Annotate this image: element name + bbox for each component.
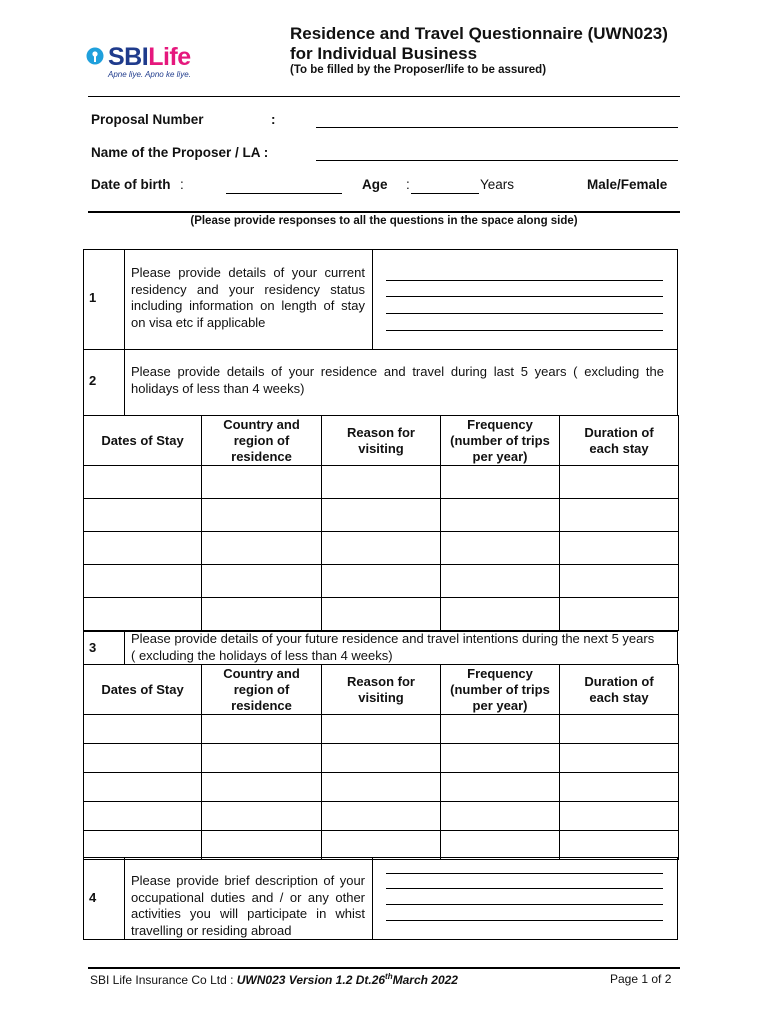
future-travel-table — [83, 664, 679, 860]
header-divider — [88, 96, 680, 97]
table-row — [84, 466, 679, 499]
column-header: Reason for visiting — [322, 665, 441, 715]
table-cell[interactable] — [441, 466, 560, 499]
table-row — [84, 565, 679, 598]
gender-label: Male/Female — [587, 177, 668, 192]
question-2-number: 2 — [89, 373, 97, 388]
column-header: Country and region of residence — [202, 665, 322, 715]
travel-history-table — [83, 415, 679, 631]
table-cell[interactable] — [202, 466, 322, 499]
table-header-row — [84, 416, 679, 466]
column-header: Dates of Stay — [84, 665, 202, 715]
table-header-row — [84, 665, 679, 715]
table-row — [84, 773, 679, 802]
answer-1-line[interactable] — [386, 313, 663, 314]
answer-4-line[interactable] — [386, 888, 663, 889]
table-row — [84, 532, 679, 565]
answer-1-line[interactable] — [386, 330, 663, 331]
table-cell[interactable] — [322, 532, 441, 565]
question-3-text: Please provide details of your future residence and travel intentions during the next 5 years ( excluding the holidays of less than 4 weeks) — [131, 631, 655, 663]
table-cell[interactable] — [202, 802, 322, 831]
question-1-number: 1 — [89, 290, 97, 305]
table-cell[interactable] — [84, 831, 202, 860]
sbi-life-logo — [86, 44, 216, 84]
footer-divider — [88, 967, 680, 969]
table-cell[interactable] — [202, 565, 322, 598]
question-4-text: Please provide brief description of your occupational duties and / or any other activities you will participate in whist travelling or residing abroad — [131, 873, 365, 938]
table-cell[interactable] — [441, 831, 560, 860]
column-header: Dates of Stay — [84, 416, 202, 466]
table-cell[interactable] — [202, 598, 322, 631]
table-cell[interactable] — [84, 773, 202, 802]
column-header: Frequency (number of trips per year) — [441, 665, 560, 715]
table-cell[interactable] — [84, 744, 202, 773]
table-cell[interactable] — [322, 773, 441, 802]
table-cell[interactable] — [322, 715, 441, 744]
dob-colon: : — [180, 177, 184, 192]
table-cell[interactable] — [441, 499, 560, 532]
table-cell[interactable] — [560, 598, 679, 631]
table-cell[interactable] — [322, 499, 441, 532]
table-row — [84, 499, 679, 532]
table-cell[interactable] — [84, 499, 202, 532]
table-cell[interactable] — [441, 565, 560, 598]
question-3-number: 3 — [89, 640, 97, 655]
table-cell[interactable] — [441, 715, 560, 744]
fields-divider — [88, 211, 680, 213]
table-cell[interactable] — [560, 802, 679, 831]
proposal-number-field[interactable] — [316, 127, 678, 128]
dob-label: Date of birth — [91, 177, 171, 192]
table-cell[interactable] — [441, 532, 560, 565]
table-cell[interactable] — [84, 532, 202, 565]
table-cell[interactable] — [202, 773, 322, 802]
table-cell[interactable] — [441, 773, 560, 802]
table-cell[interactable] — [84, 598, 202, 631]
column-header: Duration of each stay — [560, 665, 679, 715]
proposer-name-label: Name of the Proposer / LA : — [91, 145, 269, 160]
table-cell[interactable] — [560, 744, 679, 773]
table-cell[interactable] — [441, 802, 560, 831]
column-header: Frequency (number of trips per year) — [441, 416, 560, 466]
table-cell[interactable] — [322, 466, 441, 499]
table-cell[interactable] — [560, 831, 679, 860]
table-cell[interactable] — [441, 598, 560, 631]
proposal-number-label: Proposal Number — [91, 112, 204, 127]
table-cell[interactable] — [560, 499, 679, 532]
table-cell[interactable] — [322, 565, 441, 598]
table-row — [84, 744, 679, 773]
column-header: Reason for visiting — [322, 416, 441, 466]
table-cell[interactable] — [322, 598, 441, 631]
table-cell[interactable] — [84, 802, 202, 831]
table-cell[interactable] — [84, 715, 202, 744]
footer-version: SBI Life Insurance Co Ltd : UWN023 Version 1.2 Dt.26thMarch 2022 — [90, 972, 458, 987]
table-cell[interactable] — [560, 466, 679, 499]
question-4-num-divider — [124, 857, 125, 940]
form-subtitle: (To be filled by the Proposer/life to be assured) — [290, 64, 547, 76]
table-cell[interactable] — [84, 565, 202, 598]
answer-4-line[interactable] — [386, 873, 663, 874]
answer-4-line[interactable] — [386, 920, 663, 921]
table-row — [84, 715, 679, 744]
table-cell[interactable] — [202, 744, 322, 773]
answer-4-line[interactable] — [386, 904, 663, 905]
table-row — [84, 831, 679, 860]
age-label: Age — [362, 177, 388, 192]
age-colon: : — [406, 177, 410, 192]
logo-tagline: Apne liye. Apno ke liye. — [108, 70, 191, 79]
logo-wordmark: SBILife — [108, 43, 191, 71]
keyhole-icon — [86, 47, 104, 65]
question-1-num-divider — [124, 249, 125, 350]
table-cell[interactable] — [202, 715, 322, 744]
table-cell[interactable] — [84, 466, 202, 499]
question-1-text: Please provide details of your current residency and your residency status including information on length of stay on visa etc if applicable — [131, 265, 365, 330]
answer-1-line[interactable] — [386, 280, 663, 281]
table-cell[interactable] — [560, 715, 679, 744]
proposal-number-colon: : — [271, 112, 276, 127]
table-cell[interactable] — [560, 532, 679, 565]
table-cell[interactable] — [322, 831, 441, 860]
table-cell[interactable] — [441, 744, 560, 773]
instruction-note: (Please provide responses to all the questions in the space along side) — [190, 215, 578, 227]
table-cell[interactable] — [202, 532, 322, 565]
proposer-name-field[interactable] — [316, 160, 678, 161]
question-2-num-divider — [124, 349, 125, 416]
column-header: Duration of each stay — [560, 416, 679, 466]
page-number: Page 1 of 2 — [610, 972, 672, 986]
question-1-answer-divider — [372, 249, 373, 350]
question-4-number: 4 — [89, 890, 97, 905]
table-cell[interactable] — [202, 831, 322, 860]
question-2-text: Please provide details of your residence and travel during last 5 years ( excluding the holidays of less than 4 weeks) — [131, 364, 664, 396]
question-3-num-divider — [124, 631, 125, 665]
table-cell[interactable] — [202, 499, 322, 532]
table-row — [84, 802, 679, 831]
column-header: Country and region of residence — [202, 416, 322, 466]
years-label: Years — [480, 177, 515, 192]
table-row — [84, 598, 679, 631]
table-cell[interactable] — [560, 565, 679, 598]
dob-field[interactable] — [226, 193, 342, 194]
question-4-answer-divider — [372, 857, 373, 940]
table-cell[interactable] — [322, 744, 441, 773]
age-field[interactable] — [411, 193, 479, 194]
table-cell[interactable] — [560, 773, 679, 802]
form-title: Residence and Travel Questionnaire (UWN023) for Individual Business — [290, 24, 668, 63]
table-cell[interactable] — [322, 802, 441, 831]
answer-1-line[interactable] — [386, 296, 663, 297]
